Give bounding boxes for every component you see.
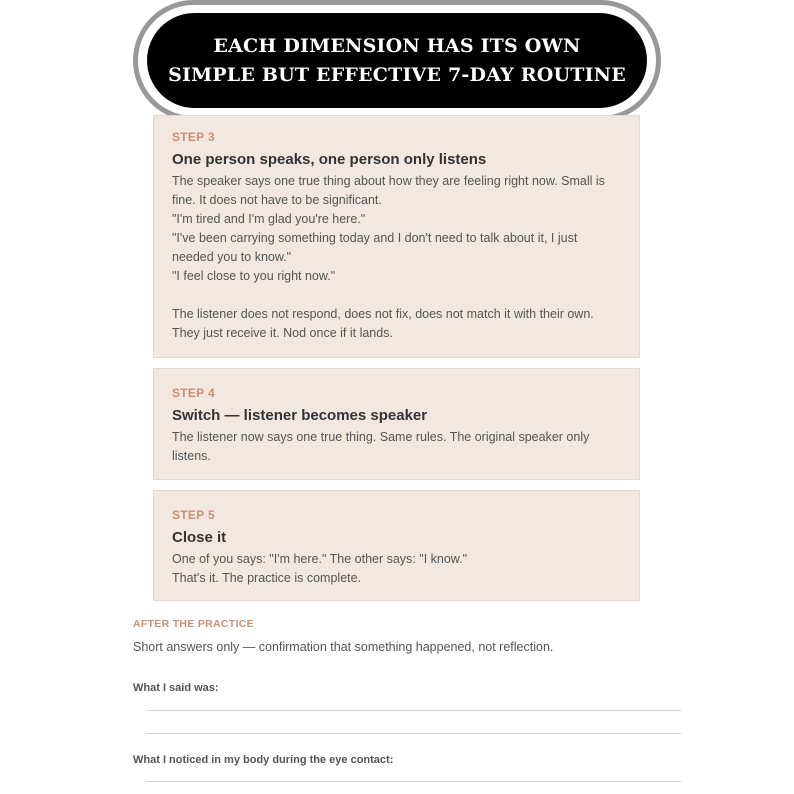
after-practice-heading: AFTER THE PRACTICE <box>133 618 254 630</box>
step-5-body <box>172 550 621 588</box>
title-banner <box>133 0 661 121</box>
step-3-title: One person speaks, one person only listens <box>172 151 487 168</box>
banner-title-line-1: EACH DIMENSION HAS ITS OWN <box>213 34 581 57</box>
answer-line-2[interactable] <box>146 733 681 734</box>
answer-line-1[interactable] <box>146 710 681 711</box>
step-5-title: Close it <box>172 529 227 546</box>
step-4-label: STEP 4 <box>172 386 215 400</box>
step-5-card <box>153 490 640 601</box>
step-4-title: Switch — listener becomes speaker <box>172 407 428 424</box>
step-3-quote-1: "I'm tired and I'm glad you're here." <box>172 212 366 226</box>
step-5-text-1: One of you says: "I'm here." The other says: "I know." <box>172 552 468 566</box>
step-5-text-2: That's it. The practice is complete. <box>172 571 362 585</box>
step-3-body <box>172 172 621 343</box>
step-3-text-1: The speaker says one true thing about how they are feeling right now. Small is fine. It does not have to be significant. <box>172 174 605 207</box>
step-3-card <box>153 115 640 358</box>
step-3-text-2: The listener does not respond, does not fix, does not match it with their own. They just receive it. Nod once if it lands. <box>172 307 594 340</box>
step-5-label: STEP 5 <box>172 508 215 522</box>
after-practice-description: Short answers only — confirmation that something happened, not reflection. <box>133 640 554 654</box>
step-3-quote-3: "I feel close to you right now." <box>172 269 336 283</box>
step-3-quote-2: "I've been carrying something today and I don't need to talk about it, I just needed you to know." <box>172 231 578 264</box>
step-4-body <box>172 428 621 466</box>
step-4-text-1: The listener now says one true thing. Same rules. The original speaker only listens. <box>172 430 590 463</box>
step-3-label: STEP 3 <box>172 130 215 144</box>
title-banner-inner <box>147 13 647 108</box>
answer-line-3[interactable] <box>146 781 681 782</box>
step-4-card <box>153 368 640 480</box>
question-body-noticed: What I noticed in my body during the eye contact: <box>133 754 394 766</box>
step-3-spacer <box>172 286 621 305</box>
question-what-i-said: What I said was: <box>133 682 219 694</box>
banner-title-line-2: SIMPLE BUT EFFECTIVE 7-DAY ROUTINE <box>168 63 626 86</box>
